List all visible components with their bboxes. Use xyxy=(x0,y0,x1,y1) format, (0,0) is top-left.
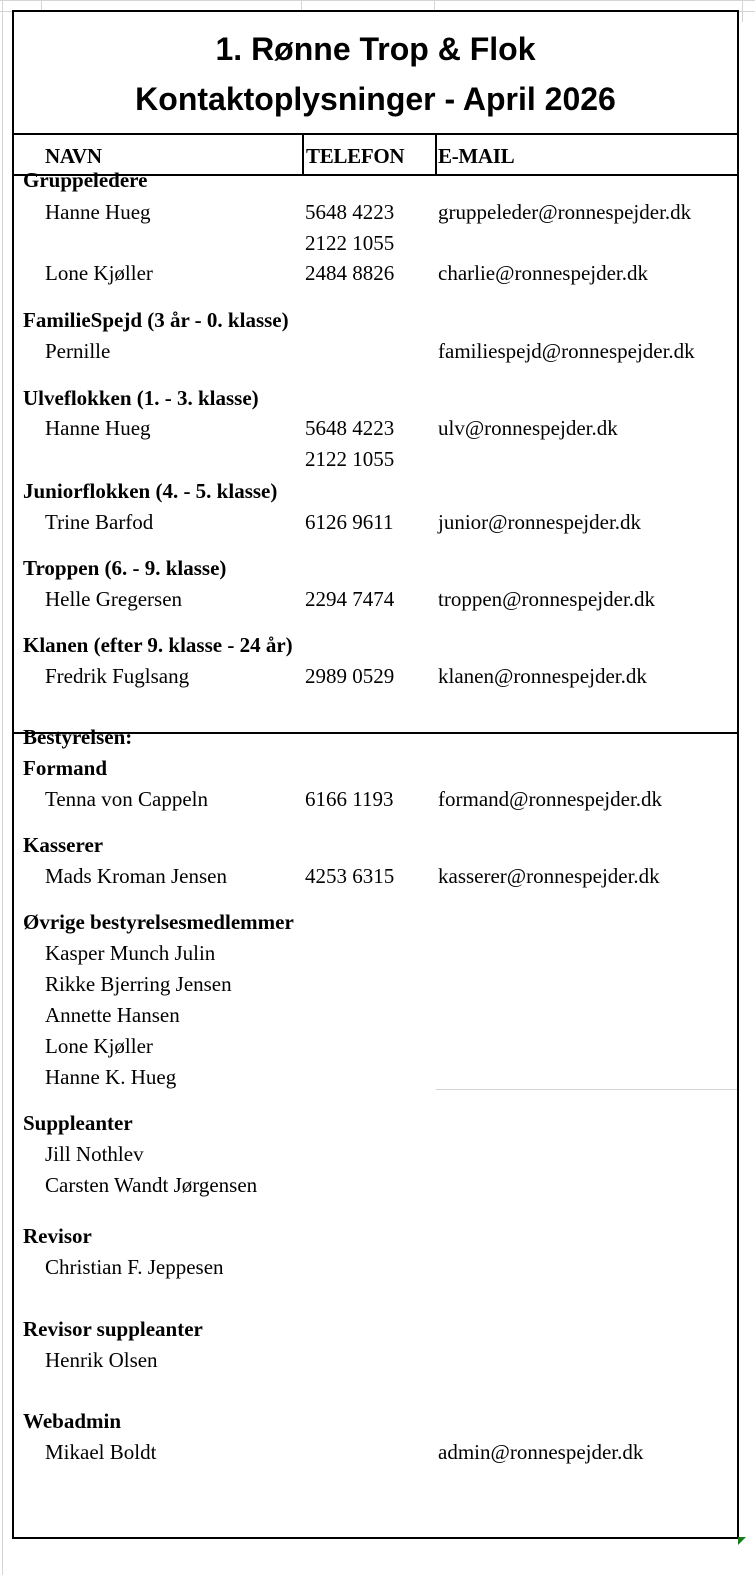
gridline-col-a xyxy=(2,0,3,1575)
contact-phone: 2989 0529 xyxy=(305,664,395,688)
header-top-border xyxy=(14,133,737,135)
contact-row xyxy=(14,584,737,614)
contact-row xyxy=(14,444,737,474)
contact-name: Henrik Olsen xyxy=(45,1348,158,1372)
section-heading: Klanen (efter 9. klasse - 24 år) xyxy=(23,633,293,657)
contact-row xyxy=(14,784,737,814)
contact-phone: 2122 1055 xyxy=(305,447,395,471)
contact-email: familiespejd@ronnespejder.dk xyxy=(438,339,695,363)
contact-row xyxy=(14,1062,737,1092)
contact-row xyxy=(14,336,737,366)
section-heading: FamilieSpejd (3 år - 0. klasse) xyxy=(23,308,289,332)
contact-email: troppen@ronnespejder.dk xyxy=(438,587,656,611)
section-heading: Ulveflokken (1. - 3. klasse) xyxy=(23,386,259,410)
contact-email: charlie@ronnespejder.dk xyxy=(438,261,649,285)
section-heading-row xyxy=(14,305,737,335)
contact-name: Tenna von Cappeln xyxy=(45,787,208,811)
gridline-row-2 xyxy=(0,11,12,12)
contact-phone: 5648 4223 xyxy=(305,416,395,440)
contact-email: formand@ronnespejder.dk xyxy=(438,787,663,811)
contact-name: Pernille xyxy=(45,339,111,363)
contact-phone: 6166 1193 xyxy=(305,787,394,811)
section-heading-row xyxy=(14,1314,737,1344)
contact-row xyxy=(14,1031,737,1061)
contact-row xyxy=(14,1345,737,1375)
contact-name: Fredrik Fuglsang xyxy=(45,664,190,688)
contact-name: Jill Nothlev xyxy=(45,1142,144,1166)
contact-row xyxy=(14,413,737,443)
contact-name: Mikael Boldt xyxy=(45,1440,157,1464)
contact-email: gruppeleder@ronnespejder.dk xyxy=(438,200,692,224)
contact-row xyxy=(14,1252,737,1282)
contact-phone: 5648 4223 xyxy=(305,200,395,224)
contact-phone: 2122 1055 xyxy=(305,231,395,255)
contact-name: Hanne K. Hueg xyxy=(45,1065,177,1089)
contact-row xyxy=(14,969,737,999)
section-heading: Formand xyxy=(23,756,107,780)
section-heading: Revisor suppleanter xyxy=(23,1317,203,1341)
contact-sheet xyxy=(12,10,739,1539)
contact-row xyxy=(14,258,737,288)
contact-row xyxy=(14,228,737,258)
section-heading-row xyxy=(14,907,737,937)
contact-row xyxy=(14,507,737,537)
contact-name: Lone Kjøller xyxy=(45,1034,153,1058)
section-heading: Revisor xyxy=(23,1224,92,1248)
section-heading-row xyxy=(14,383,737,413)
section-heading-row xyxy=(14,830,737,860)
contact-name: Carsten Wandt Jørgensen xyxy=(45,1173,258,1197)
contact-name: Rikke Bjerring Jensen xyxy=(45,972,232,996)
contact-row xyxy=(14,1437,737,1467)
contact-phone: 6126 9611 xyxy=(305,510,394,534)
contact-name: Annette Hansen xyxy=(45,1003,180,1027)
section-heading: Øvrige bestyrelsesmedlemmer xyxy=(23,910,294,934)
section-heading: Bestyrelsen: xyxy=(23,725,133,749)
contact-email: admin@ronnespejder.dk xyxy=(438,1440,644,1464)
contact-email: kasserer@ronnespejder.dk xyxy=(438,864,660,888)
contact-name: Mads Kroman Jensen xyxy=(45,864,227,888)
section-heading: Suppleanter xyxy=(23,1111,133,1135)
contact-phone: 2294 7474 xyxy=(305,587,395,611)
section-heading-row xyxy=(14,753,737,783)
section-heading: Kasserer xyxy=(23,833,104,857)
section-heading: Gruppeledere xyxy=(23,168,148,192)
contact-phone: 2484 8826 xyxy=(305,261,395,285)
contact-email: junior@ronnespejder.dk xyxy=(438,510,642,534)
section-heading: Webadmin xyxy=(23,1409,122,1433)
column-header-email: E-MAIL xyxy=(438,144,515,168)
contact-name: Kasper Munch Julin xyxy=(45,941,216,965)
contact-name: Christian F. Jeppesen xyxy=(45,1255,224,1279)
contact-row xyxy=(14,661,737,691)
section-heading-row xyxy=(14,476,737,506)
contact-name: Hanne Hueg xyxy=(45,416,151,440)
column-header-name: NAVN xyxy=(45,144,102,168)
contact-row xyxy=(14,1000,737,1030)
contact-name: Trine Barfod xyxy=(45,510,154,534)
section-heading-row xyxy=(14,165,737,195)
document-title: 1. Rønne Trop & Flok xyxy=(215,31,536,67)
section-heading-row xyxy=(14,553,737,583)
contact-name: Hanne Hueg xyxy=(45,200,151,224)
contact-row xyxy=(14,197,737,227)
contact-name: Lone Kjøller xyxy=(45,261,153,285)
section-heading: Juniorflokken (4. - 5. klasse) xyxy=(23,479,278,503)
section-heading-row xyxy=(14,1221,737,1251)
contact-email: klanen@ronnespejder.dk xyxy=(438,664,647,688)
contact-row xyxy=(14,1139,737,1169)
section-heading: Troppen (6. - 9. klasse) xyxy=(23,556,227,580)
section-heading-row xyxy=(14,722,737,752)
contact-name: Helle Gregersen xyxy=(45,587,183,611)
document-subtitle: Kontaktoplysninger - April 2026 xyxy=(135,81,616,117)
section-heading-row xyxy=(14,1406,737,1436)
gridline-row-2-right xyxy=(737,11,755,12)
section-heading-row xyxy=(14,1108,737,1138)
contact-phone: 4253 6315 xyxy=(305,864,395,888)
gridline-row-1 xyxy=(0,0,755,1)
section-heading-row xyxy=(14,630,737,660)
contact-email: ulv@ronnespejder.dk xyxy=(438,416,618,440)
fill-handle-marker xyxy=(738,1537,746,1545)
contact-row xyxy=(14,861,737,891)
contact-row xyxy=(14,938,737,968)
column-header-phone: TELEFON xyxy=(306,144,405,168)
contact-row xyxy=(14,1170,737,1200)
